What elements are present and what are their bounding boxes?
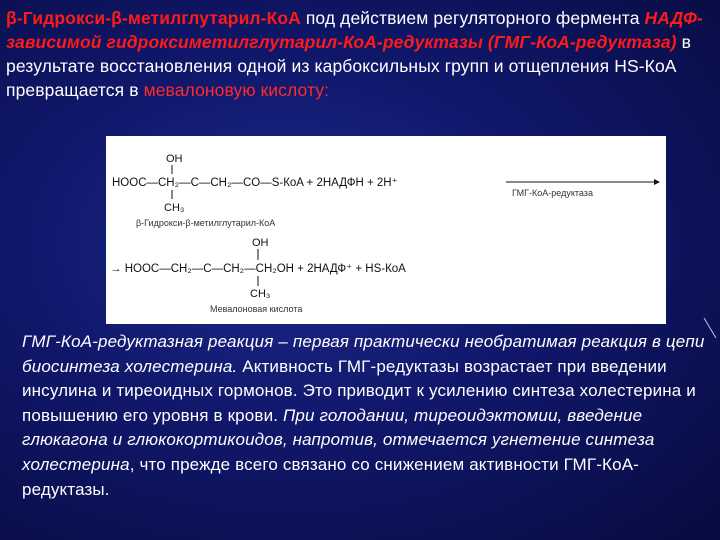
substrate-name: β-Гидрокси-β-метилглутарил-КоА <box>6 8 301 28</box>
product-name: мевалоновую кислоту: <box>143 80 330 100</box>
explanation-text-2: , что прежде всего связано со снижением активности ГМГ-КоА-редуктазы. <box>22 454 639 499</box>
r2-oh-label: OH <box>252 237 269 249</box>
explanation-paragraph <box>22 330 712 502</box>
explanation-text-1: Активность ГМГ-редуктазы возрастает при введении инсулина и тиреоидных гормонов. Это приводит к усилению синтеза холестерина и повышению его уровня в крови. <box>22 356 696 425</box>
r1-ch3-label: CH₃ <box>164 202 185 214</box>
r2-chain: → HOOC—CH₂—C—CH₂—CH₂OH + 2НАДФ⁺ + HS-КoA <box>110 263 406 275</box>
reaction-scheme-image <box>106 136 666 324</box>
intro-paragraph <box>6 6 716 102</box>
explanation-italic-1: ГМГ-КоА-редуктазная реакция – первая практически необратимая реакция в цепи биосинтеза холестерина. <box>22 332 705 376</box>
explanation-italic-2: При голодании, тиреоидэктомии, введение глюкагона и глюкокортикоидов, напротив, отмечается угнетение синтеза холестерина <box>22 405 655 474</box>
r1-enzyme-label: ГМГ-КоА-редуктаза <box>512 188 593 198</box>
r2-caption: Мевалоновая кислота <box>210 304 303 314</box>
r1-chain: HOOC—CH₂—C—CH₂—CO—S-КoA + 2НАДФН + 2H⁺ <box>112 177 398 189</box>
r1-oh-label: OH <box>166 153 183 165</box>
r1-arrow-head <box>654 179 660 185</box>
enzyme-name: НАДФ-зависимой гидроксиметилглутарил-КоА-редуктазы (ГМГ-КоА-редуктаза) <box>6 8 703 52</box>
reaction-scheme-svg <box>106 136 666 324</box>
intro-text-2: в результате восстановления одной из карбоксильных групп и отщепления HS-КоА превращается в <box>6 32 691 100</box>
r2-ch3-label: CH₃ <box>250 288 271 300</box>
r1-caption: β-Гидрокси-β-метилглутарил-КоА <box>136 218 276 228</box>
intro-text-1: под действием регуляторного фермента <box>300 8 645 28</box>
